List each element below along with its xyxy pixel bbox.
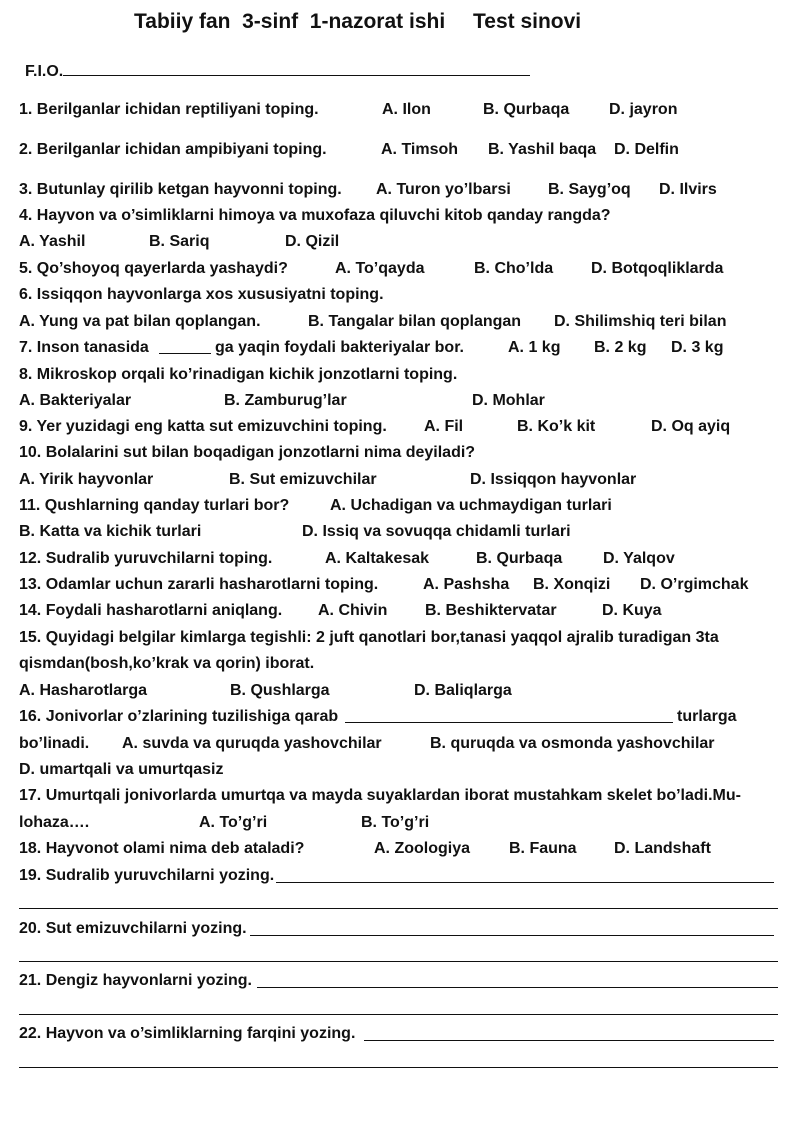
option-b[interactable]: B. Qurbaqa <box>483 101 570 118</box>
question-text-1: 17. Umurtqali jonivorlarda umurtqa va mayda suyaklardan iborat mustahkam skelet bo’ladi.Mu- <box>19 787 741 804</box>
option-b[interactable]: B. Sayg’oq <box>548 181 631 198</box>
title-main: Tabiiy fan 3-sinf 1-nazorat ishi <box>134 10 446 33</box>
option-b[interactable]: B. Tangalar bilan qoplangan <box>308 313 522 330</box>
option-d[interactable]: D. Qizil <box>285 233 340 250</box>
option-d[interactable]: D. Botqoqliklarda <box>591 260 724 277</box>
question-text: 12. Sudralib yuruvchilarni toping. <box>19 550 273 567</box>
question-text-before: 16. Jonivorlar o’zlarining tuzilishiga qarab <box>19 708 339 725</box>
question-text: 2. Berilganlar ichidan ampibiyani toping. <box>19 141 327 158</box>
option-b[interactable]: B. Katta va kichik turlari <box>19 523 202 540</box>
answer-blank[interactable] <box>345 707 673 723</box>
option-b[interactable]: B. Qurbaqa <box>476 550 563 567</box>
fio-blank[interactable] <box>63 60 530 76</box>
option-b[interactable]: B. quruqda va osmonda yashovchilar <box>430 735 715 752</box>
option-d[interactable]: D. Oq ayiq <box>651 418 731 435</box>
question-text-2: lohaza…. <box>19 814 90 831</box>
question-text: 18. Hayvonot olami nima deb ataladi? <box>19 840 305 857</box>
question-text: 9. Yer yuzidagi eng katta sut emizuvchini toping. <box>19 418 387 435</box>
option-b[interactable]: B. 2 kg <box>594 339 647 356</box>
page-title <box>0 10 800 106</box>
option-d[interactable]: D. jayron <box>609 101 678 118</box>
option-a[interactable]: A. Chivin <box>318 602 388 619</box>
option-a[interactable]: A. Yashil <box>19 233 86 250</box>
question-text: 4. Hayvon va o’simliklarni himoya va muxofaza qiluvchi kitob qanday rangda? <box>19 207 611 224</box>
option-a[interactable]: A. Bakteriyalar <box>19 392 132 409</box>
option-a[interactable]: A. Fil <box>424 418 464 435</box>
answer-line[interactable] <box>257 987 778 988</box>
question-text-2: qismdan(bosh,ko’krak va qorin) iborat. <box>19 655 315 672</box>
option-b[interactable]: B. Sut emizuvchilar <box>229 471 377 488</box>
option-d[interactable]: D. Landshaft <box>614 840 711 857</box>
option-a[interactable]: A. Pashsha <box>423 576 510 593</box>
question-text: 8. Mikroskop orqali ko’rinadigan kichik jonzotlarni toping. <box>19 366 458 383</box>
option-b[interactable]: B. Ko’k kit <box>517 418 596 435</box>
question-text-2: bo’linadi. <box>19 735 90 752</box>
option-d[interactable]: D. O’rgimchak <box>640 576 749 593</box>
option-b[interactable]: B. Zamburug’lar <box>224 392 347 409</box>
option-a[interactable]: A. Timsoh <box>381 141 459 158</box>
option-d[interactable]: D. Shilimshiq teri bilan <box>554 313 727 330</box>
option-d[interactable]: D. Mohlar <box>472 392 545 409</box>
option-a[interactable]: A. Ilon <box>382 101 431 118</box>
question-text: 5. Qo’shoyoq qayerlarda yashaydi? <box>19 260 288 277</box>
answer-blank[interactable] <box>159 338 211 354</box>
question-text: 21. Dengiz hayvonlarni yozing. <box>19 972 252 989</box>
option-d[interactable]: D. 3 kg <box>671 339 724 356</box>
fio-line <box>25 60 530 82</box>
fio-label: F.I.O. <box>25 63 64 80</box>
option-d[interactable]: D. Baliqlarga <box>414 682 512 699</box>
option-d[interactable]: D. Kuya <box>602 602 662 619</box>
title-sub: Test sinovi <box>473 10 582 33</box>
answer-line[interactable] <box>19 1067 778 1068</box>
answer-line[interactable] <box>19 1014 778 1015</box>
option-b[interactable]: B. Beshiktervatar <box>425 602 557 619</box>
option-b[interactable]: B. Fauna <box>509 840 577 857</box>
question-text: 10. Bolalarini sut bilan boqadigan jonzotlarni nima deyiladi? <box>19 444 476 461</box>
option-d[interactable]: D. Yalqov <box>603 550 675 567</box>
answer-line[interactable] <box>250 935 774 936</box>
option-a[interactable]: A. Kaltakesak <box>325 550 430 567</box>
question-text: 6. Issiqqon hayvonlarga xos xususiyatni toping. <box>19 286 384 303</box>
option-a[interactable]: A. To’qayda <box>335 260 425 277</box>
option-a[interactable]: A. 1 kg <box>508 339 561 356</box>
answer-line[interactable] <box>19 908 778 909</box>
option-d[interactable]: D. umartqali va umurtqasiz <box>19 761 224 778</box>
option-b[interactable]: B. To’g’ri <box>361 814 430 831</box>
option-b[interactable]: B. Xonqizi <box>533 576 611 593</box>
option-a[interactable]: A. Yirik hayvonlar <box>19 471 154 488</box>
option-b[interactable]: B. Qushlarga <box>230 682 330 699</box>
option-a[interactable]: A. Yung va pat bilan qoplangan. <box>19 313 261 330</box>
answer-line[interactable] <box>364 1040 774 1041</box>
option-b[interactable]: B. Sariq <box>149 233 210 250</box>
option-d[interactable]: D. Issiq va sovuqqa chidamli turlari <box>302 523 571 540</box>
question-text: 13. Odamlar uchun zararli hasharotlarni toping. <box>19 576 379 593</box>
option-d[interactable]: D. Delfin <box>614 141 679 158</box>
option-b[interactable]: B. Cho’lda <box>474 260 554 277</box>
option-a[interactable]: A. Uchadigan va uchmaydigan turlari <box>330 497 612 514</box>
option-a[interactable]: A. Zoologiya <box>374 840 470 857</box>
question-text: 3. Butunlay qirilib ketgan hayvonni toping. <box>19 181 342 198</box>
option-b[interactable]: B. Yashil baqa <box>488 141 597 158</box>
option-d[interactable]: D. Ilvirs <box>659 181 717 198</box>
answer-line[interactable] <box>276 882 774 883</box>
question-text: 22. Hayvon va o’simliklarning farqini yozing. <box>19 1025 356 1042</box>
question-text-1: 15. Quyidagi belgilar kimlarga tegishli: 2 juft qanotlari bor,tanasi yaqqol ajralib turadigan 3ta <box>19 629 719 646</box>
question-text-before: 7. Inson tanasida <box>19 339 149 356</box>
option-a[interactable]: A. Hasharotlarga <box>19 682 148 699</box>
question-text-after: turlarga <box>677 708 737 725</box>
question-text: 20. Sut emizuvchilarni yozing. <box>19 920 247 937</box>
question-text: 11. Qushlarning qanday turlari bor? <box>19 497 290 514</box>
option-d[interactable]: D. Issiqqon hayvonlar <box>470 471 637 488</box>
answer-line[interactable] <box>19 961 778 962</box>
question-text: 14. Foydali hasharotlarni aniqlang. <box>19 602 283 619</box>
question-text: 1. Berilganlar ichidan reptiliyani toping. <box>19 101 319 118</box>
question-text-after: ga yaqin foydali bakteriyalar bor. <box>215 339 464 356</box>
question-text: 19. Sudralib yuruvchilarni yozing. <box>19 867 275 884</box>
option-a[interactable]: A. suvda va quruqda yashovchilar <box>122 735 382 752</box>
option-a[interactable]: A. To’g’ri <box>199 814 268 831</box>
option-a[interactable]: A. Turon yo’lbarsi <box>376 181 511 198</box>
